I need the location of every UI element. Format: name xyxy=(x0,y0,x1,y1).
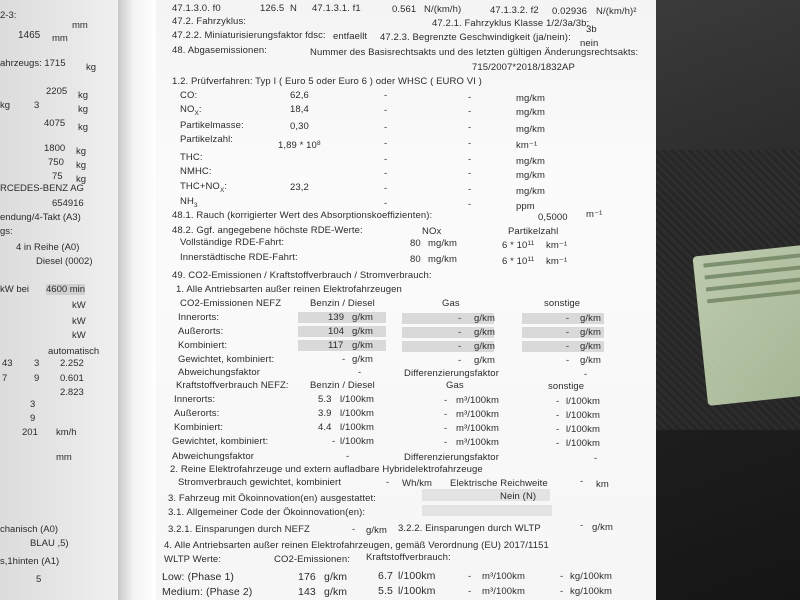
left-text: 2.252 xyxy=(60,358,84,369)
fdsc-value: entfaellt xyxy=(333,31,368,42)
partikelzahl-exponent: 8 xyxy=(316,140,321,147)
f1-unit: N/(km/h) xyxy=(424,4,462,15)
rauch-label: 48.1. Rauch (korrigierter Wert des Absorptionskoeffizienten): xyxy=(172,210,433,221)
left-text: 201 xyxy=(22,427,38,438)
kv-kombiniert-value: 4.4 xyxy=(318,422,332,433)
co-label: CO: xyxy=(180,90,198,101)
co2-innerorts-value: 139 xyxy=(328,312,345,323)
co2-diff-label: Differenzierungsfaktor xyxy=(404,368,499,379)
unit: g/km xyxy=(352,312,373,323)
left-text: 4075 xyxy=(44,118,66,129)
unit: g/km xyxy=(352,340,373,351)
partikelmasse-label: Partikelmasse: xyxy=(180,120,244,131)
f0-unit: N xyxy=(290,3,297,14)
left-text: mm xyxy=(72,20,88,31)
left-text: BLAU ,5) xyxy=(30,538,69,549)
unit: g/km xyxy=(324,586,348,598)
einsparung-wltp-unit: g/km xyxy=(592,522,613,533)
col-gas: Gas xyxy=(442,298,460,309)
nmhc-label: NMHC: xyxy=(180,166,212,177)
left-text: kg xyxy=(86,62,97,73)
rde-city-nox: 80 xyxy=(410,254,421,265)
left-text: kg xyxy=(76,160,87,171)
fahrzyklus-klasse-label: 47.2.1. Fahrzyklus Klasse 1/2/3a/3b: xyxy=(432,18,590,29)
kv-ausserorts-label: Außerorts: xyxy=(174,408,220,419)
rde-city-nox-unit: mg/km xyxy=(428,254,457,265)
co2-ausserorts-value: 104 xyxy=(328,326,345,337)
card-line xyxy=(705,265,800,279)
dash: - xyxy=(566,355,570,366)
left-text: automatisch xyxy=(48,346,100,357)
oekoinnovation-value: Nein (N) xyxy=(500,491,537,502)
unit: l/100km xyxy=(566,438,600,449)
dash: - xyxy=(346,451,350,462)
rde-city-label: Innerstädtische RDE-Fahrt: xyxy=(180,252,298,263)
rde-label: 48.2. Ggf. angegebene höchste RDE-Werte: xyxy=(172,225,363,236)
f2-label: 47.1.3.2. f2 xyxy=(490,5,539,16)
dash: - xyxy=(386,477,390,488)
wltp-kv-header: Kraftstoffverbrauch: xyxy=(366,552,451,563)
dash: - xyxy=(384,198,388,209)
unit: g/km xyxy=(474,355,495,366)
stromverbrauch-unit: Wh/km xyxy=(402,478,433,489)
dash: - xyxy=(444,437,448,448)
left-text: 4600 min xyxy=(46,284,86,295)
oekoinnovation-code-label: 3.1. Allgemeiner Code der Ökoinnovation(en): xyxy=(168,507,366,518)
partikelmasse-unit: mg/km xyxy=(516,124,545,135)
unit: l/100km xyxy=(566,424,600,435)
unit: g/km xyxy=(580,313,601,324)
wltp-low-label: Low: (Phase 1) xyxy=(162,571,235,583)
rde-full-pn-mantissa: 6 * 10 xyxy=(502,240,528,251)
kv-gewichtet-label: Gewichtet, kombiniert: xyxy=(172,436,269,447)
unit: g/km xyxy=(580,355,601,366)
dash: - xyxy=(468,571,472,582)
left-text: 9 xyxy=(30,413,36,424)
kv-kombiniert-label: Kombiniert: xyxy=(174,422,224,433)
dash: - xyxy=(444,395,448,406)
rde-full-nox: 80 xyxy=(410,238,421,249)
fahrzyklus-klasse-value: 3b xyxy=(586,24,597,35)
nox-label: $NO_X$: xyxy=(180,104,202,117)
left-text: kW xyxy=(72,330,86,341)
kv-innerorts-value: 5.3 xyxy=(318,394,332,405)
co2-gewichtet-label: Gewichtet, kombiniert: xyxy=(178,354,275,365)
left-text: RCEDES-BENZ AG xyxy=(0,183,84,194)
left-text: ahrzeugs: 1715 xyxy=(0,58,66,69)
rde-nox-header: NOx xyxy=(422,226,442,237)
wltp-medium-kv: 5.5 xyxy=(378,585,393,597)
col-benzin: Benzin / Diesel xyxy=(310,298,375,309)
dash: - xyxy=(468,92,472,103)
left-text: 9 xyxy=(34,373,40,384)
partikelzahl-mantissa: 1,89 * 10 xyxy=(278,140,317,151)
reichweite-unit: km xyxy=(596,479,609,490)
dash: - xyxy=(566,327,570,338)
f2-unit: N/(km/h)² xyxy=(596,6,637,17)
dash: - xyxy=(468,184,472,195)
kv-header: Kraftstoffverbrauch NEFZ: xyxy=(176,380,289,391)
unit: m³/100km xyxy=(456,437,500,448)
oekoinnovation-label: 3. Fahrzeug mit Ökoinnovation(en) ausgestattet: xyxy=(168,493,377,504)
fdsc-label: 47.2.2. Miniaturisierungsfaktor fdsc: xyxy=(172,30,326,41)
unit: g/km xyxy=(474,341,495,352)
co2-gewichtet-value: - xyxy=(342,354,346,365)
thc-nox-unit: mg/km xyxy=(516,186,545,197)
left-text: 2-3: xyxy=(0,10,17,21)
pruefverfahren-title: 1.2. Prüfverfahren: Typ I ( Euro 5 oder Euro 6 ) oder WHSC ( EURO VI ) xyxy=(172,76,482,87)
dash: - xyxy=(556,424,560,435)
co2-abweichung-label: Abweichungsfaktor xyxy=(178,367,260,378)
nox-value: 18,4 xyxy=(290,104,309,115)
unit: l/100km xyxy=(398,585,436,597)
kv-gewichtet-value: - xyxy=(332,436,336,447)
wltp-header: WLTP Werte: xyxy=(164,554,222,565)
rde-full-label: Vollständige RDE-Fahrt: xyxy=(180,237,285,248)
einsparung-wltp-label: 3.2.2. Einsparungen durch WLTP xyxy=(398,523,541,534)
left-text: kg xyxy=(0,100,11,111)
unit: m³/100km xyxy=(456,395,500,406)
left-text: kW xyxy=(72,300,86,311)
dash: - xyxy=(458,355,462,366)
fahrzyklus-label: 47.2. Fahrzyklus: xyxy=(172,16,247,27)
kv-col-gas: Gas xyxy=(446,380,464,391)
rechtsakt-label: Nummer des Basisrechtsakts und des letzten gültigen Änderungsrechtsakts: xyxy=(310,47,639,58)
thc-label: THC: xyxy=(180,152,203,163)
left-text: 0.601 xyxy=(60,373,84,384)
dash: - xyxy=(468,154,472,165)
left-text: mm xyxy=(56,452,72,463)
unit: kg/100km xyxy=(570,571,612,582)
card-line xyxy=(703,253,800,267)
left-text: 3 xyxy=(30,399,36,410)
unit: l/100km xyxy=(566,396,600,407)
left-text: 750 xyxy=(48,157,64,168)
kv-col-sonstige: sonstige xyxy=(548,381,585,392)
dash: - xyxy=(458,341,462,352)
co-unit: mg/km xyxy=(516,93,545,104)
co2-kombiniert-label: Kombiniert: xyxy=(178,340,228,351)
dash: - xyxy=(468,122,472,133)
thc-nox-label: $THC+NO_X$: xyxy=(180,181,228,194)
wltp-low-kv: 6.7 xyxy=(378,570,393,582)
co2-title: 49. CO2-Emissionen / Kraftstoffverbrauch / Stromverbrauch: xyxy=(172,270,432,281)
left-text: 654916 xyxy=(52,198,84,209)
unit: l/100km xyxy=(340,408,374,419)
dash: - xyxy=(358,367,362,378)
f0-value: 126.5 xyxy=(260,3,285,14)
right-page xyxy=(156,0,656,600)
dash: - xyxy=(580,520,584,531)
geschwindigkeit-value: nein xyxy=(580,38,599,49)
thc-nox-value: 23,2 xyxy=(290,182,309,193)
co2-header: CO2-Emissionen NEFZ xyxy=(180,298,282,309)
rde-full-pn-exponent: 11 xyxy=(527,240,535,247)
left-text: 3 xyxy=(34,100,40,111)
rauch-value: 0,5000 xyxy=(538,212,568,223)
left-text: gs: xyxy=(0,226,13,237)
unit: l/100km xyxy=(340,394,374,405)
dash: - xyxy=(560,586,564,597)
wltp-medium-label: Medium: (Phase 2) xyxy=(162,586,253,598)
dash: - xyxy=(556,396,560,407)
co2-innerorts-label: Innerorts: xyxy=(178,312,220,323)
dash: - xyxy=(560,571,564,582)
einsparung-nefz-label: 3.2.1. Einsparungen durch NEFZ xyxy=(168,524,310,535)
unit: l/100km xyxy=(566,410,600,421)
unit: g/km xyxy=(474,313,495,324)
left-text: 2205 xyxy=(46,86,68,97)
dash: - xyxy=(468,106,472,117)
rde-city-pn-unit: km⁻¹ xyxy=(546,256,568,267)
card-line xyxy=(707,289,800,303)
dash: - xyxy=(556,410,560,421)
dash: - xyxy=(384,90,388,101)
dash: - xyxy=(566,341,570,352)
partikelzahl-unit: km⁻¹ xyxy=(516,140,538,151)
rauch-unit: m⁻¹ xyxy=(586,209,603,220)
unit: m³/100km xyxy=(456,409,500,420)
green-card-document xyxy=(692,244,800,406)
left-text: kg xyxy=(76,174,87,185)
left-text: 75 xyxy=(52,171,63,182)
einsparung-nefz-unit: g/km xyxy=(366,525,387,536)
left-text: 1465 xyxy=(18,30,41,41)
col-sonstige: sonstige xyxy=(544,298,581,309)
dash: - xyxy=(556,438,560,449)
f1-label: 47.1.3.1. f1 xyxy=(312,3,361,14)
unit: kg/100km xyxy=(570,586,612,597)
left-text: kg xyxy=(76,146,87,157)
stromverbrauch-label: Stromverbrauch gewichtet, kombiniert xyxy=(178,477,342,488)
kv-abweichung-label: Abweichungsfaktor xyxy=(172,451,254,462)
left-text: 3 xyxy=(34,358,40,369)
rde-partikel-header: Partikelzahl xyxy=(508,226,559,237)
left-text: 2.823 xyxy=(60,387,84,398)
dash: - xyxy=(468,586,472,597)
unit: l/100km xyxy=(340,422,374,433)
unit: m³/100km xyxy=(456,423,500,434)
unit: g/km xyxy=(580,341,601,352)
rde-city-pn-exponent: 11 xyxy=(527,256,535,263)
dash: - xyxy=(384,122,388,133)
dash: - xyxy=(584,369,588,380)
unit: l/100km xyxy=(340,436,374,447)
partikelzahl-value xyxy=(278,140,321,151)
nh3-unit: ppm xyxy=(516,201,535,212)
left-text: kW xyxy=(72,316,86,327)
dash: - xyxy=(384,183,388,194)
rde-full-nox-unit: mg/km xyxy=(428,238,457,249)
rde-full-pn-unit: km⁻¹ xyxy=(546,240,568,251)
left-text: 5 xyxy=(36,574,42,585)
nh3-label: $NH_3$ xyxy=(180,196,198,209)
rde-city-pn-mantissa: 6 * 10 xyxy=(502,256,528,267)
partikelmasse-value: 0,30 xyxy=(290,121,309,132)
dash: - xyxy=(458,327,462,338)
dash: - xyxy=(580,476,584,487)
co2-ausserorts-label: Außerorts: xyxy=(178,326,224,337)
wltp-title: 4. Alle Antriebsarten außer reinen Elektrofahrzeugen, gemäß Verordnung (EU) 2017/1151 xyxy=(164,540,549,551)
rechtsakt-value: 715/2007*2018/1832AP xyxy=(472,62,575,73)
f2-value: 0.02936 xyxy=(552,6,588,17)
unit: g/km xyxy=(352,326,373,337)
book-spine xyxy=(118,0,156,600)
left-text: 43 xyxy=(2,358,13,369)
unit: g/km xyxy=(474,327,495,338)
unit: g/km xyxy=(324,571,348,583)
co2-kombiniert-value: 117 xyxy=(328,340,344,351)
dash: - xyxy=(384,138,388,149)
left-text: chanisch (A0) xyxy=(0,524,59,535)
left-text: 4 in Reihe (A0) xyxy=(16,242,80,253)
kv-innerorts-label: Innerorts: xyxy=(174,394,216,405)
rde-full-pn xyxy=(502,240,534,251)
unit: m³/100km xyxy=(482,571,526,582)
reichweite-label: Elektrische Reichweite xyxy=(450,478,548,489)
thc-unit: mg/km xyxy=(516,156,545,167)
dash: - xyxy=(594,453,598,464)
wltp-co2-header: CO2-Emissionen: xyxy=(274,554,350,565)
dash: - xyxy=(384,105,388,116)
shade xyxy=(422,505,552,516)
co2-sub: 1. Alle Antriebsarten außer reinen Elektrofahrzeugen xyxy=(176,284,402,295)
dash: - xyxy=(468,138,472,149)
left-text: kW bei xyxy=(0,284,30,295)
dash: - xyxy=(458,313,462,324)
unit: l/100km xyxy=(398,570,436,582)
unit: g/km xyxy=(580,327,601,338)
dash: - xyxy=(566,313,570,324)
rde-city-pn xyxy=(502,256,534,267)
left-page xyxy=(0,0,118,600)
left-text: 7 xyxy=(2,373,8,384)
kv-ausserorts-value: 3.9 xyxy=(318,408,332,419)
co-value: 62,6 xyxy=(290,90,309,101)
left-text: kg xyxy=(78,104,89,115)
nmhc-unit: mg/km xyxy=(516,170,545,181)
unit: g/km xyxy=(352,354,373,365)
f0-label: 47.1.3.0. f0 xyxy=(172,3,221,14)
left-text: endung/4-Takt (A3) xyxy=(0,212,81,223)
left-text: km/h xyxy=(56,427,77,438)
wltp-medium-co2: 143 xyxy=(298,586,316,598)
dash: - xyxy=(352,524,356,535)
nox-unit: mg/km xyxy=(516,107,545,118)
left-text: 1800 xyxy=(44,143,66,154)
left-text: mm xyxy=(52,33,68,44)
card-line xyxy=(706,277,800,291)
dash: - xyxy=(384,154,388,165)
unit: m³/100km xyxy=(482,586,526,597)
kv-diff-label: Differenzierungsfaktor xyxy=(404,452,499,463)
dash: - xyxy=(444,423,448,434)
partikelzahl-label: Partikelzahl: xyxy=(180,134,234,145)
f1-value: 0.561 xyxy=(392,4,417,15)
left-text: s,1hinten (A1) xyxy=(0,556,60,567)
left-text: kg xyxy=(78,90,89,101)
left-text: Diesel (0002) xyxy=(36,256,93,267)
dash: - xyxy=(384,168,388,179)
abgas-label: 48. Abgasemissionen: xyxy=(172,45,267,56)
dash: - xyxy=(468,168,472,179)
dash: - xyxy=(444,409,448,420)
kv-col-benzin: Benzin / Diesel xyxy=(310,380,375,391)
wltp-low-co2: 176 xyxy=(298,571,316,583)
left-text: kg xyxy=(78,122,89,133)
elektro-label: 2. Reine Elektrofahrzeuge und extern aufladbare Hybridelektrofahrzeuge xyxy=(170,464,483,475)
geschwindigkeit-label: 47.2.3. Begrenzte Geschwindigkeit (ja/nein): xyxy=(380,32,571,43)
dash: - xyxy=(468,199,472,210)
